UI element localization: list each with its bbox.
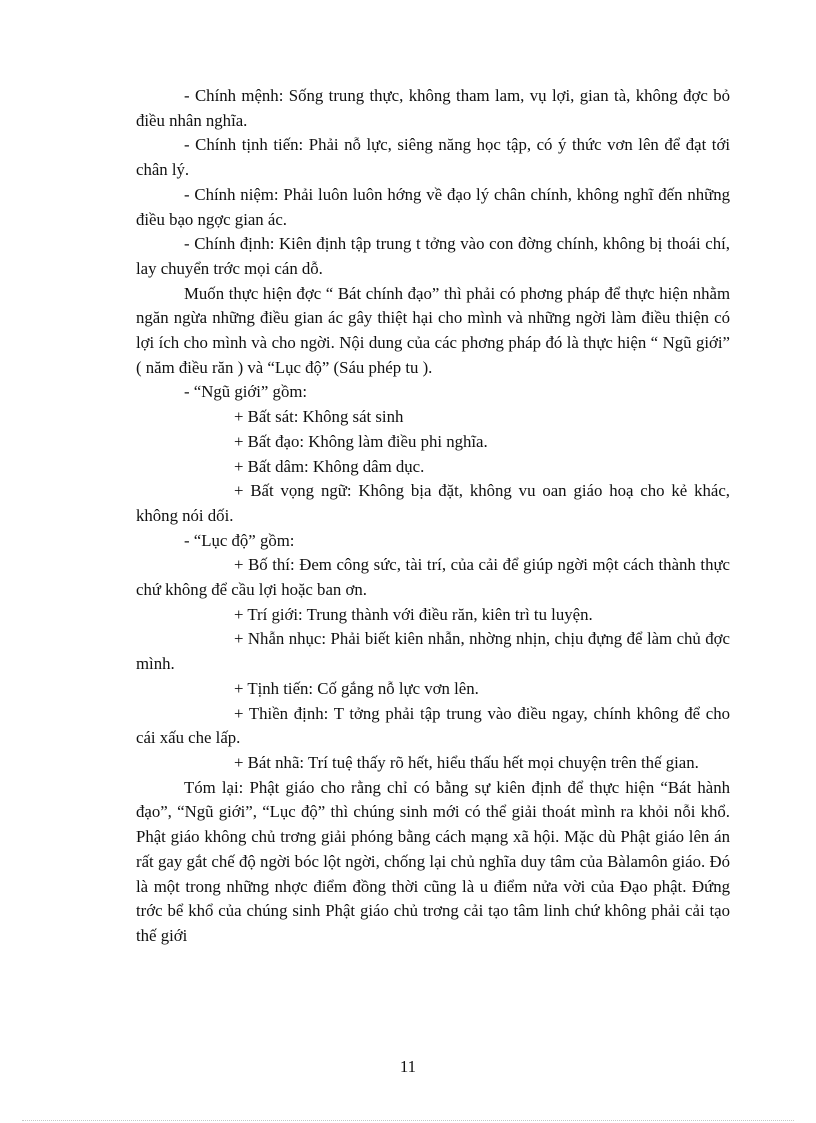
list-item-tri-gioi: + Trí giới: Trung thành với điều răn, kiên trì tu luyện. (234, 604, 593, 624)
paragraph-chinh-menh: - Chính mệnh: Sống trung thực, không tham lam, vụ lợi, gian tà, không đợc bỏ điều nhân nghĩa. (136, 86, 730, 130)
page-body (136, 84, 730, 949)
paragraph-chinh-tinh-tien: - Chính tịnh tiến: Phải nỗ lực, siêng năng học tập, có ý thức vơn lên để đạt tới chân lý. (136, 135, 730, 180)
paragraph-tom-lai: Tóm lại: Phật giáo cho rằng chỉ có bằng sự kiên định để thực hiện “Bát hành đạo”, “Ngũ giới”, “Lục độ” thì chúng sinh mới có thể giải thoát mình ra khỏi nỗi khổ. Phật giáo không chủ trơng giải phóng bằng cách mạng xã hội. Mặc dù Phật giáo lên án rất gay gắt chế độ ngời bóc lột ngời, chống lại chủ nghĩa duy tâm của Bàlamôn giáo. Đó là một trong những nhợc điểm đồng thời cũng là u điểm nửa vời của Đạo phật. Đứng trớc bể khổ của chúng sinh Phật giáo chủ trơng cải tạo tâm linh chứ không phải cải tạo thế giới (136, 777, 730, 945)
page-bottom-divider (22, 1120, 794, 1121)
heading-luc-do: - “Lục độ” gồm: (184, 530, 295, 550)
paragraph-chinh-dinh: - Chính định: Kiên định tập trung t tởng vào con đờng chính, không bị thoái chí, lay chuyển trớc mọi cán dỗ. (136, 234, 730, 278)
list-item-thien-dinh: + Thiền định: T tởng phải tập trung vào điều ngay, chính không để cho cái xấu che lấp. (136, 703, 730, 748)
page-number: 11 (399, 1057, 417, 1076)
list-item-nhan-nhuc: + Nhẫn nhục: Phải biết kiên nhẫn, nhờng nhịn, chịu đựng để làm chủ đợc mình. (136, 629, 730, 674)
list-item-bat-sat: + Bất sát: Không sát sinh (234, 407, 404, 427)
paragraph-chinh-niem: - Chính niệm: Phải luôn luôn hớng về đạo lý chân chính, không nghĩ đến những điều bạo ngợc gian ác. (136, 184, 730, 229)
list-item-bat-nha: + Bát nhã: Trí tuệ thấy rõ hết, hiểu thấu hết mọi chuyện trên thế gian. (234, 752, 699, 772)
heading-ngu-gioi: - “Ngũ giới” gồm: (184, 382, 308, 402)
list-item-tinh-tien: + Tịnh tiến: Cố gắng nỗ lực vơn lên. (234, 678, 479, 698)
list-item-bat-dao: + Bất đạo: Không làm điều phi nghĩa. (234, 431, 488, 451)
paragraph-bat-chinh-dao: Muốn thực hiện đợc “ Bát chính đạo” thì phải có phơng pháp để thực hiện nhằm ngăn ngừa những điều gian ác gây thiệt hại cho mình và những ngời làm điều thiện có lợi ích cho mình và cho ngời. Nội dung của các phơng pháp đó là thực hiện “ Ngũ giới” ( năm điều răn ) và “Lục độ” (Sáu phép tu ). (136, 283, 730, 377)
list-item-bo-thi: + Bố thí: Đem công sức, tài trí, của cải để giúp ngời một cách thành thực chứ không để cầu lợi hoặc ban ơn. (136, 555, 730, 600)
list-item-bat-vong-ngu: + Bất vọng ngữ: Không bịa đặt, không vu oan giáo hoạ cho kẻ khác, không nói dối. (136, 481, 730, 525)
list-item-bat-dam: + Bất dâm: Không dâm dục. (234, 456, 425, 476)
